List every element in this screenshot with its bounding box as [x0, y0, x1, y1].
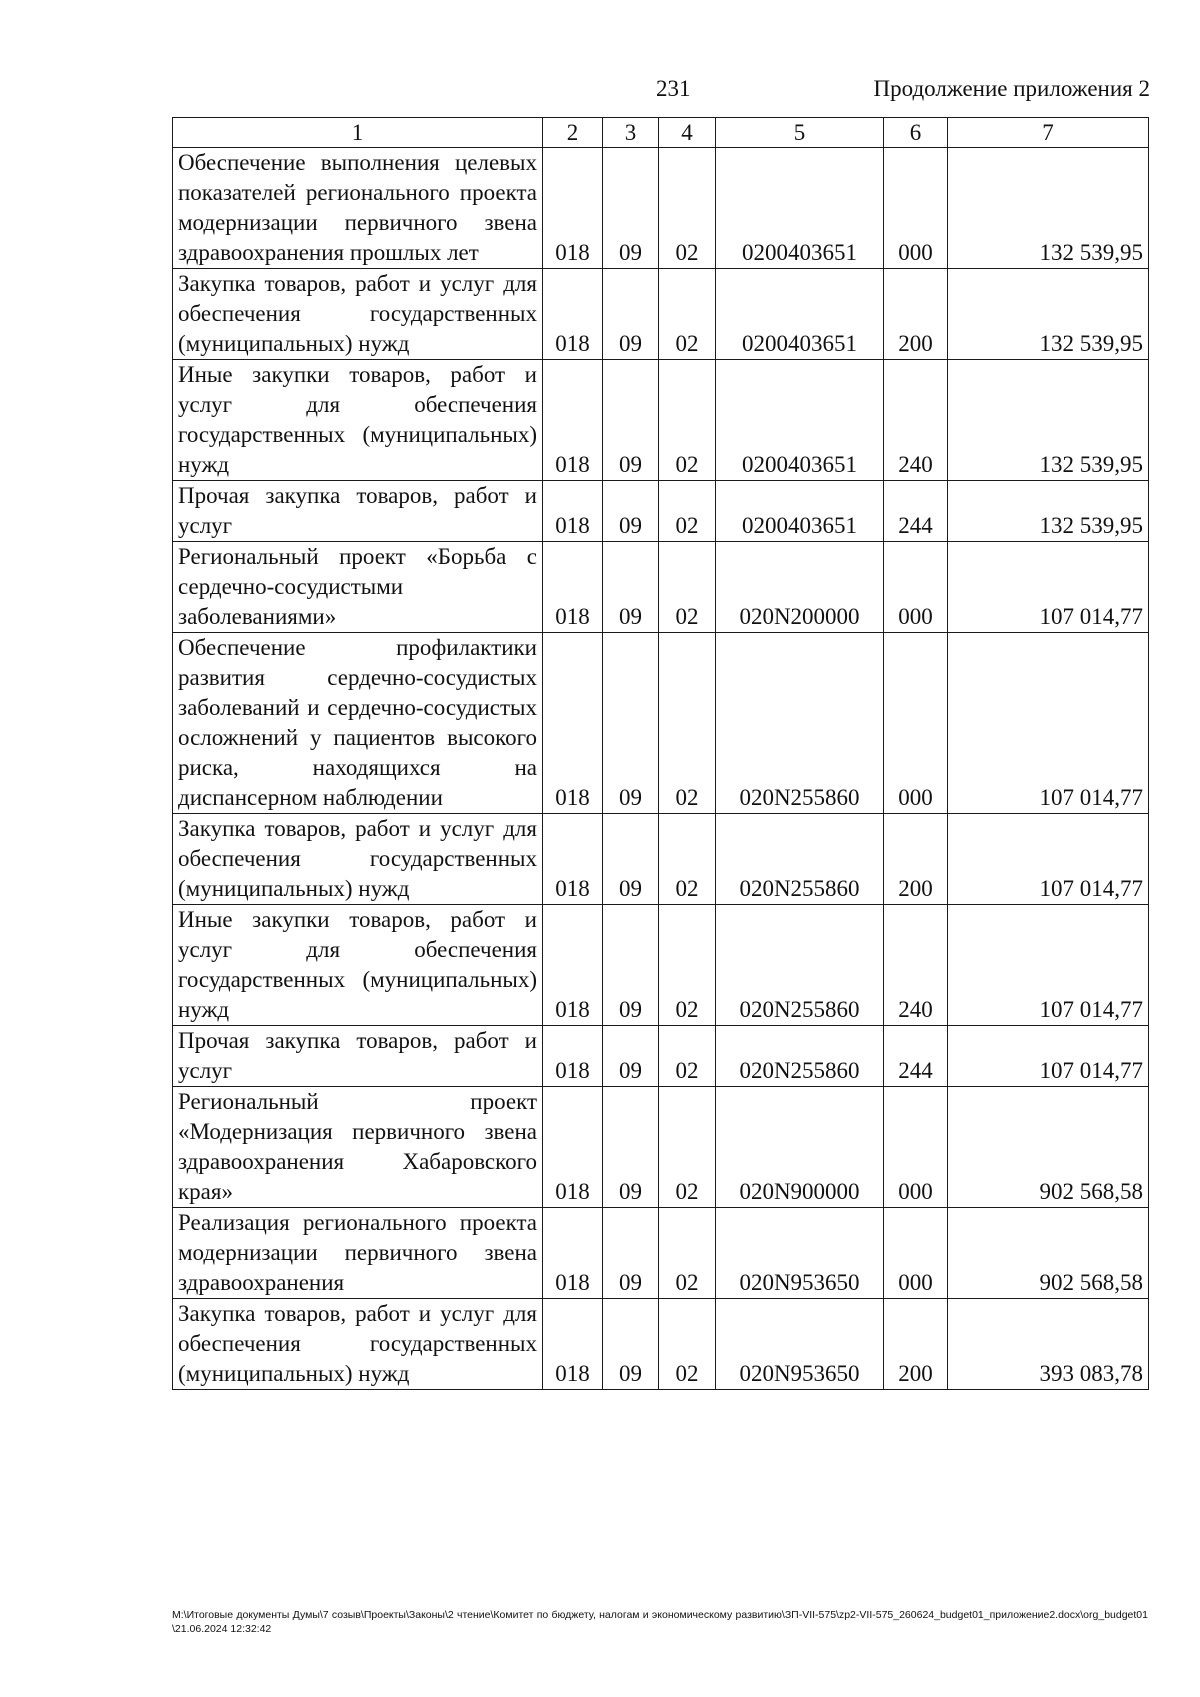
- row-code-2: 018: [543, 905, 603, 1026]
- row-code-2: 018: [543, 633, 603, 814]
- row-code-6: 200: [884, 1299, 948, 1390]
- row-code-4: 02: [659, 905, 716, 1026]
- row-code-3: 09: [603, 481, 659, 542]
- row-code-4: 02: [659, 148, 716, 269]
- table-header: [173, 118, 1149, 148]
- table-row: [173, 814, 1149, 905]
- row-amount: 132 539,95: [948, 481, 1149, 542]
- row-code-6: 000: [884, 542, 948, 633]
- row-code-3: 09: [603, 148, 659, 269]
- row-code-5: 0200403651: [716, 360, 884, 481]
- row-description: Закупка товаров, работ и услуг для обеспечения государственных (муниципальных) нужд: [173, 814, 543, 905]
- row-amount: 902 568,58: [948, 1087, 1149, 1208]
- row-description: Региональный проект «Модернизация первичного звена здравоохранения Хабаровского края»: [173, 1087, 543, 1208]
- row-description: Прочая закупка товаров, работ и услуг: [173, 481, 543, 542]
- column-header: 4: [659, 118, 716, 148]
- row-code-4: 02: [659, 1026, 716, 1087]
- row-code-5: 020N900000: [716, 1087, 884, 1208]
- row-code-6: 200: [884, 269, 948, 360]
- table-row: [173, 633, 1149, 814]
- row-code-2: 018: [543, 269, 603, 360]
- row-code-3: 09: [603, 1299, 659, 1390]
- column-header: 5: [716, 118, 884, 148]
- row-code-3: 09: [603, 905, 659, 1026]
- row-code-6: 240: [884, 360, 948, 481]
- row-description: Прочая закупка товаров, работ и услуг: [173, 1026, 543, 1087]
- table-row: [173, 1087, 1149, 1208]
- row-code-3: 09: [603, 633, 659, 814]
- row-description: Обеспечение профилактики развития сердечно-сосудистых заболеваний и сердечно-сосудистых осложнений у пациентов высокого риска, находящихся на диспансерном наблюдении: [173, 633, 543, 814]
- row-code-5: 0200403651: [716, 481, 884, 542]
- row-code-4: 02: [659, 1208, 716, 1299]
- row-amount: 132 539,95: [948, 148, 1149, 269]
- column-header: 1: [173, 118, 543, 148]
- footer-file-path: М:\Итоговые документы Думы\7 созыв\Проекты\Законы\2 чтение\Комитет по бюджету, налогам и экономическому развитию\ЗП-VII-575\zp2-VII-575_260624_budget01_приложение2.docx\org_budget01\21.06.2024 12:32:42: [172, 1609, 1148, 1635]
- column-header: 7: [948, 118, 1149, 148]
- row-amount: 393 083,78: [948, 1299, 1149, 1390]
- row-code-5: 020N255860: [716, 633, 884, 814]
- row-code-5: 020N255860: [716, 814, 884, 905]
- row-description: Обеспечение выполнения целевых показателей регионального проекта модернизации первичного звена здравоохранения прошлых лет: [173, 148, 543, 269]
- row-code-4: 02: [659, 1299, 716, 1390]
- column-header: 2: [543, 118, 603, 148]
- row-description: Региональный проект «Борьба с сердечно-сосудистыми заболеваниями»: [173, 542, 543, 633]
- row-code-5: 0200403651: [716, 269, 884, 360]
- row-code-2: 018: [543, 1208, 603, 1299]
- column-header: 3: [603, 118, 659, 148]
- row-code-2: 018: [543, 814, 603, 905]
- row-code-3: 09: [603, 1026, 659, 1087]
- table-row: [173, 1208, 1149, 1299]
- row-code-4: 02: [659, 814, 716, 905]
- row-code-5: 0200403651: [716, 148, 884, 269]
- page-number: 231: [656, 76, 691, 101]
- row-code-3: 09: [603, 360, 659, 481]
- row-code-6: 000: [884, 633, 948, 814]
- table-row: [173, 1299, 1149, 1390]
- row-code-2: 018: [543, 542, 603, 633]
- row-code-2: 018: [543, 148, 603, 269]
- row-description: Реализация регионального проекта модернизации первичного звена здравоохранения: [173, 1208, 543, 1299]
- row-code-4: 02: [659, 360, 716, 481]
- row-amount: 107 014,77: [948, 814, 1149, 905]
- row-code-5: 020N255860: [716, 1026, 884, 1087]
- row-amount: 107 014,77: [948, 633, 1149, 814]
- row-code-6: 244: [884, 481, 948, 542]
- row-code-6: 200: [884, 814, 948, 905]
- row-code-5: 020N200000: [716, 542, 884, 633]
- row-description: Закупка товаров, работ и услуг для обеспечения государственных (муниципальных) нужд: [173, 269, 543, 360]
- row-code-4: 02: [659, 269, 716, 360]
- row-code-4: 02: [659, 633, 716, 814]
- row-description: Иные закупки товаров, работ и услуг для обеспечения государственных (муниципальных) нужд: [173, 360, 543, 481]
- row-code-4: 02: [659, 481, 716, 542]
- row-amount: 132 539,95: [948, 269, 1149, 360]
- column-header: 6: [884, 118, 948, 148]
- row-code-5: 020N953650: [716, 1208, 884, 1299]
- row-code-5: 020N953650: [716, 1299, 884, 1390]
- table-row: [173, 1026, 1149, 1087]
- row-code-3: 09: [603, 814, 659, 905]
- row-description: Закупка товаров, работ и услуг для обеспечения государственных (муниципальных) нужд: [173, 1299, 543, 1390]
- row-code-2: 018: [543, 481, 603, 542]
- table-row: [173, 481, 1149, 542]
- row-code-6: 244: [884, 1026, 948, 1087]
- table-body: [173, 148, 1149, 1390]
- continuation-label: Продолжение приложения 2: [873, 76, 1150, 101]
- row-code-6: 000: [884, 148, 948, 269]
- row-amount: 902 568,58: [948, 1208, 1149, 1299]
- table-row: [173, 148, 1149, 269]
- row-code-6: 240: [884, 905, 948, 1026]
- row-code-3: 09: [603, 1208, 659, 1299]
- row-code-5: 020N255860: [716, 905, 884, 1026]
- row-amount: 107 014,77: [948, 905, 1149, 1026]
- row-description: Иные закупки товаров, работ и услуг для обеспечения государственных (муниципальных) нужд: [173, 905, 543, 1026]
- row-code-3: 09: [603, 542, 659, 633]
- table-row: [173, 360, 1149, 481]
- row-code-2: 018: [543, 360, 603, 481]
- table-row: [173, 905, 1149, 1026]
- row-code-2: 018: [543, 1087, 603, 1208]
- row-code-3: 09: [603, 269, 659, 360]
- row-amount: 107 014,77: [948, 1026, 1149, 1087]
- row-amount: 107 014,77: [948, 542, 1149, 633]
- table-row: [173, 269, 1149, 360]
- row-code-6: 000: [884, 1208, 948, 1299]
- budget-table: [172, 117, 1149, 1390]
- row-code-6: 000: [884, 1087, 948, 1208]
- header-row: [173, 118, 1149, 148]
- row-code-2: 018: [543, 1026, 603, 1087]
- row-code-4: 02: [659, 542, 716, 633]
- row-code-2: 018: [543, 1299, 603, 1390]
- row-amount: 132 539,95: [948, 360, 1149, 481]
- row-code-4: 02: [659, 1087, 716, 1208]
- table-row: [173, 542, 1149, 633]
- row-code-3: 09: [603, 1087, 659, 1208]
